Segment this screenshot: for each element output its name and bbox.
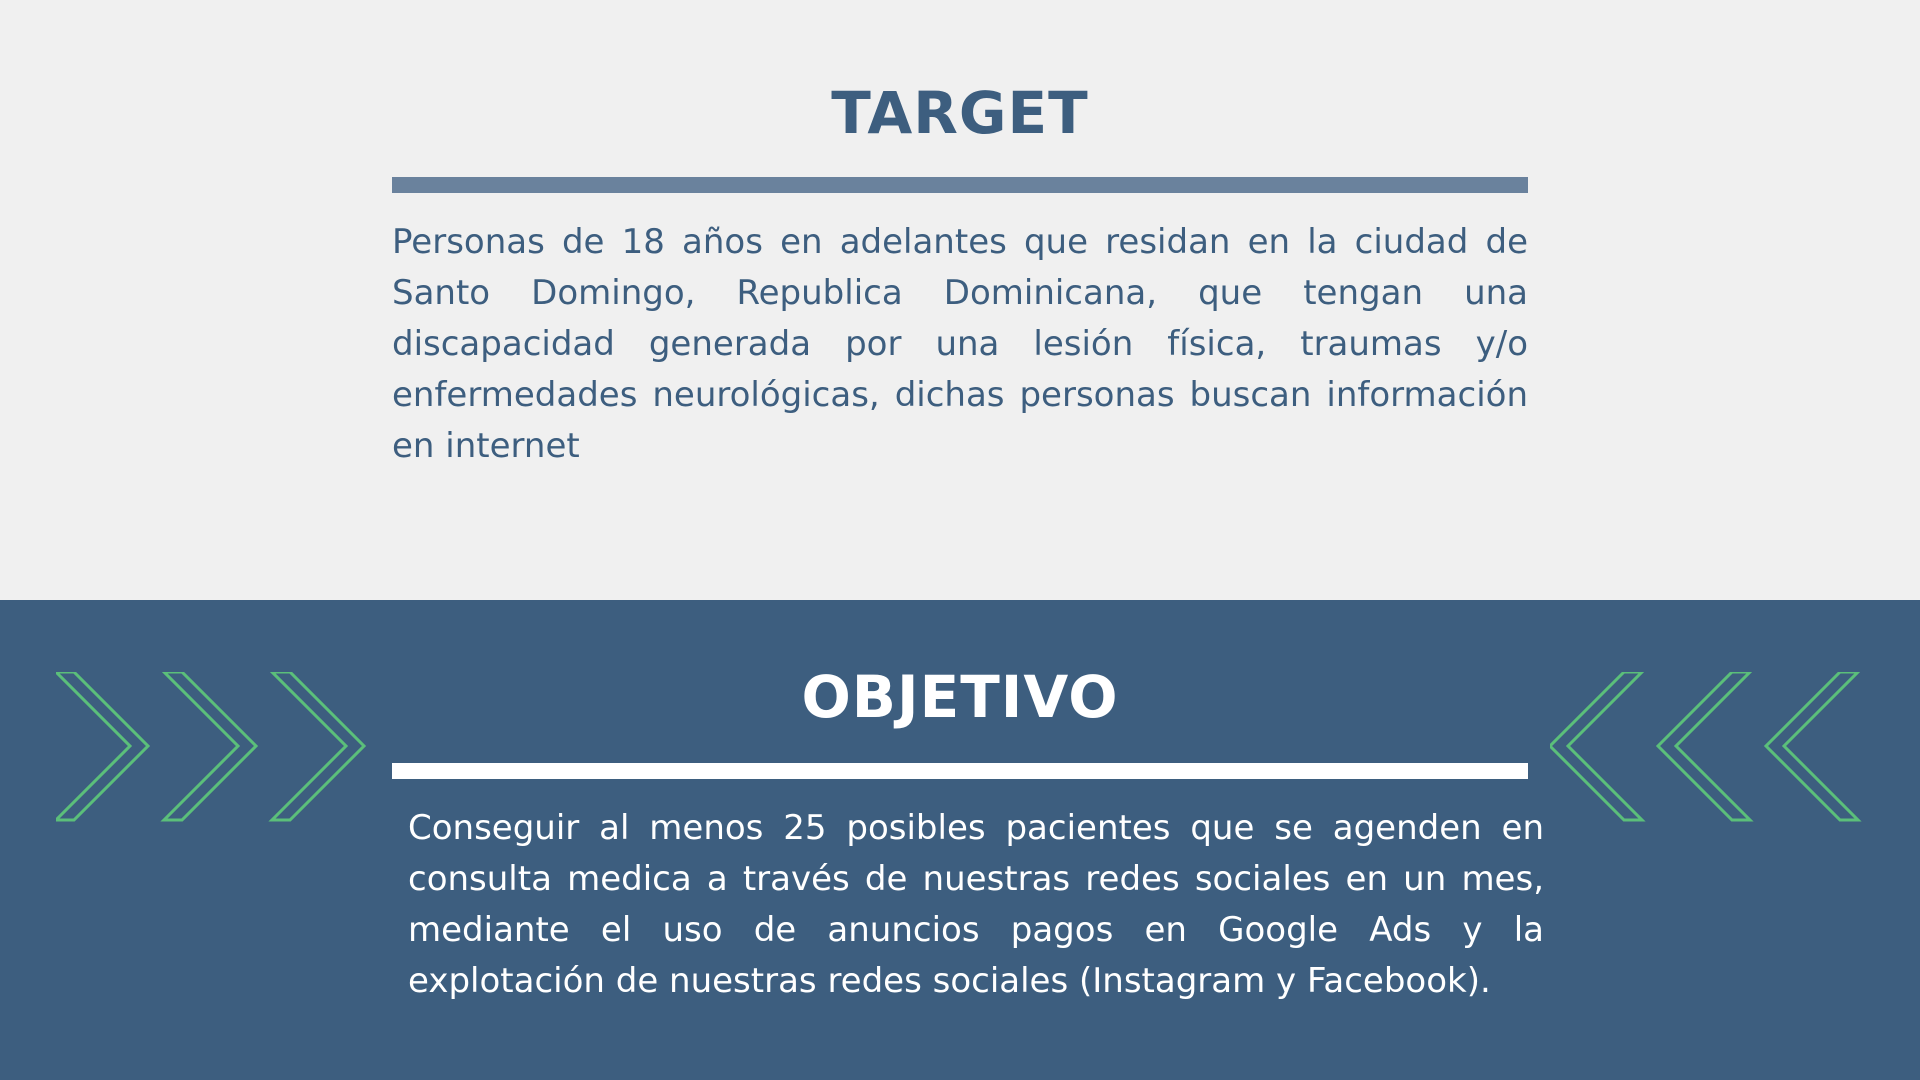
objetivo-description: Conseguir al menos 25 posibles pacientes que se agenden en consulta medica a través de nuestras redes sociales en un mes, mediante el uso de anuncios pagos en Google Ads y la explotación de nuestras redes sociales (Instagram y Facebook). (408, 808, 1544, 1001)
target-title: TARGET (831, 79, 1089, 147)
objetivo-divider (392, 763, 1528, 779)
objetivo-title: OBJETIVO (801, 663, 1119, 731)
target-divider (392, 177, 1528, 193)
target-description: Personas de 18 años en adelantes que residan en la ciudad de Santo Domingo, Republica Dominicana, que tengan una discapacidad generada por una lesión física, traumas y/o enfermedades neurológicas, dichas personas buscan información en internet (392, 222, 1528, 466)
